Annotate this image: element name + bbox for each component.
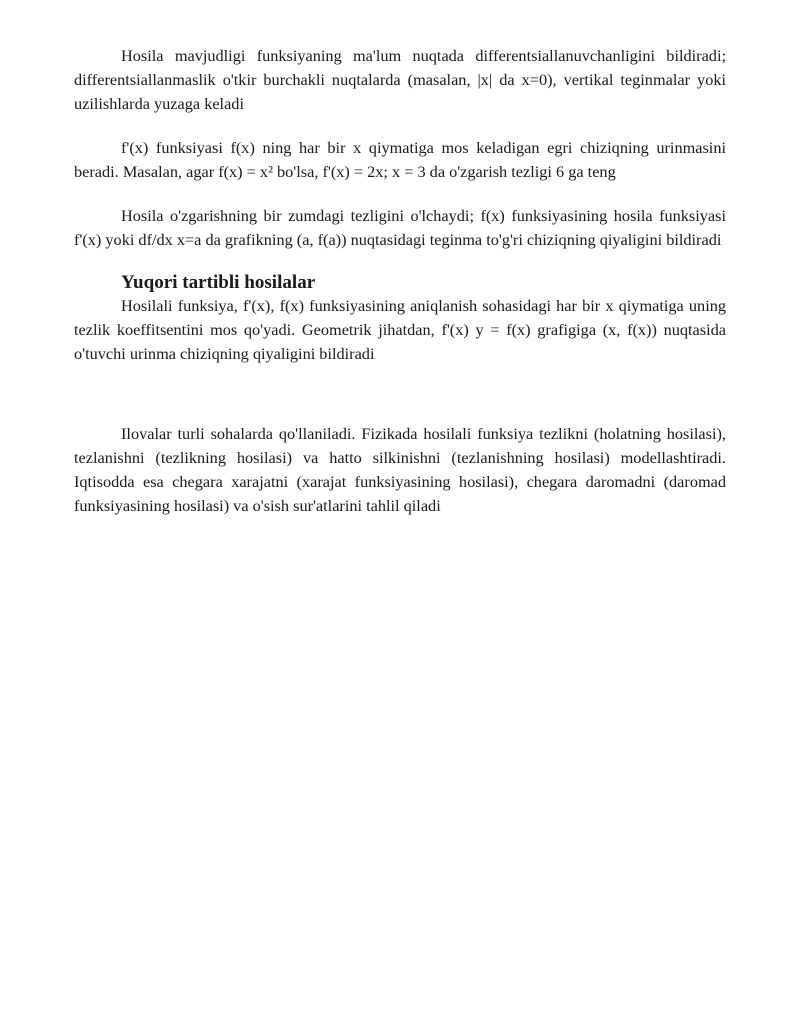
document-page bbox=[74, 44, 726, 518]
paragraph-applications: Ilovalar turli sohalarda qo'llaniladi. Fizikada hosilali funksiya tezlikni (holatning hosilasi), tezlanishni (tezlikning hosilasi) va hatto silkinishni (tezlanishning hosilasi) modellashtiradi. Iqtisodda esa chegara xarajatni (xarajat funksiyasining hosilasi), chegara daromadni (daromad funksiyasining hosilasi) va o'sish sur'atlarini tahlil qiladi bbox=[74, 424, 726, 515]
paragraph-geometric-meaning: Hosilali funksiya, f'(x), f(x) funksiyasining aniqlanish sohasidagi har bir x qiymatiga uning tezlik koeffitsentini mos qo'yadi. Geometrik jihatdan, f'(x) y = f(x) grafigiga (x, f(x)) nuqtasida o'tuvchi urinma chiziqning qiyaligini bildiradi bbox=[74, 296, 726, 363]
paragraph-differentiability: Hosila mavjudligi funksiyaning ma'lum nuqtada differentsiallanuvchanligini bildiradi; differentsiallanmaslik o'tkir burchakli nuqtalarda (masalan, |x| da x=0), vertikal teginmalar yoki uzilishlarda yuzaga keladi bbox=[74, 46, 726, 113]
section-heading: Yuqori tartibli hosilalar bbox=[121, 272, 316, 293]
paragraph-rate-of-change: Hosila o'zgarishning bir zumdagi tezligini o'lchaydi; f(x) funksiyasining hosila funksiyasi f'(x) yoki df/dx x=a da grafikning (a, f(a)) nuqtasidagi teginma to'g'ri chiziqning qiyaligini bildiradi bbox=[74, 206, 726, 249]
paragraph-derivative-function: f'(x) funksiyasi f(x) ning har bir x qiymatiga mos keladigan egri chiziqning urinmasini beradi. Masalan, agar f(x) = x² bo'lsa, f'(x) = 2x; x = 3 da o'zgarish tezligi 6 ga teng bbox=[74, 138, 726, 181]
